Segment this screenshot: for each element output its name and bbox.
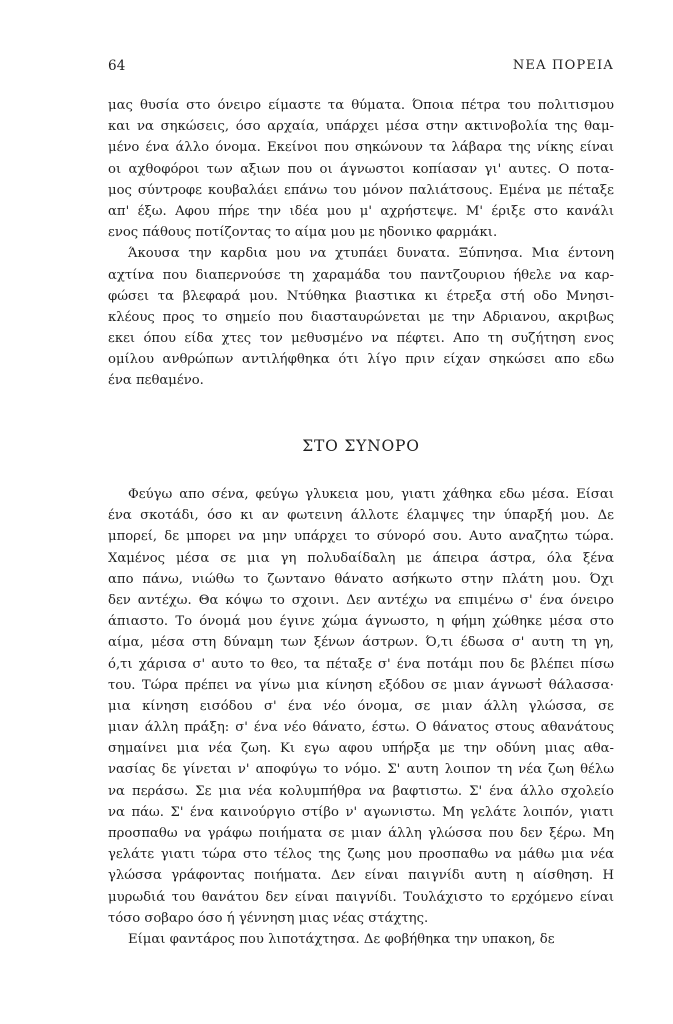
text-line: ένα πεθαμένο. xyxy=(108,373,204,389)
text-line: Άκουσα την καρδια μου να χτυπάει δυνατα. Ξύπνησα. Μια έντονη xyxy=(128,246,614,262)
text-line: προσπαθω να γράφω ποιήματα σε μιαν άλλη γλώσσα που δεν ξέρω. Μη xyxy=(108,826,614,841)
text-line: νασίας δε γίνεται ν' αποφύγω το νόμο. Σ' αυτη λοιπον τη νέα ζωη θέλω xyxy=(108,762,614,778)
text-line: και να σηκώσεις, όσο αρχαία, υπάρχει μέσα στην ακτινοβολία της θαμ- xyxy=(108,119,614,135)
text-line: Χαμένος μέσα σε μια γη πολυδαίδαλη με άπειρα άστρα, όλα ξένα xyxy=(108,550,614,566)
text-line: οι αχθοφόροι των αξιων που οι άγνωστοι κοπίασαν γι' αυτες. Ο ποτα- xyxy=(108,161,614,177)
text-line: φώσει τα βλεφαρά μου. Ντύθηκα βιαστικα κι έτρεξα στή οδο Μνησι- xyxy=(108,288,614,304)
text-line: άπιαστο. Το όνομά μου έγινε χώμα άγνωστο, η φήμη χώθηκε μέσα στο xyxy=(108,614,614,630)
text-line: ενος πάθους ποτίζοντας το αίμα μου με ηδονικο φαρμάκι. xyxy=(108,225,498,241)
text-line: ό,τι χάρισα σ' αυτο το θεο, τα πέταξε σ' ένα ποτάμι που δε βλέπει πίσω xyxy=(108,656,614,672)
text-line: ομίλου ανθρώπων αντιλήφθηκα ότι λίγο πριν είχαν σηκώσει απο εδω xyxy=(108,352,614,368)
text-line: απ' έξω. Αφου πήρε την ιδέα μου μ' αχρήστεψε. Μ' έριξε στο κανάλι xyxy=(108,203,614,219)
text-line: κλέους προς το σημείο που διασταυρώνεται με την Αδριανου, ακριβως xyxy=(108,309,614,325)
text-line: Είμαι φαντάρος που λιποτάχτησα. Δε φοβήθηκα την υπακοη, δε xyxy=(128,931,555,947)
text-line: ένα σκοτάδι, όσο κι αν φωτεινη άλλοτε έλαμψες την ύπαρξή μου. Δε xyxy=(108,508,614,524)
text-line: γελάτε γιατι τώρα στο τέλος της ζωης μου προσπαθω να μάθω μια νέα xyxy=(108,847,614,863)
text-line: τόσο σοβαρο όσο ή γέννηση μιας νέας στάχτης. xyxy=(108,910,429,926)
text-line: εκει όπου είδα χτες τον μεθυσμένο να πέφτει. Απο τη συζήτηση ενος xyxy=(108,331,614,347)
text-line: μια κίνηση εισόδου σ' ένα νέο όνομα, σε μιαν άλλη γλώσσα, σε xyxy=(108,698,614,714)
text-block-continuation xyxy=(108,95,614,392)
text-line: αίμα, μέσα στη δύναμη των ξένων άστρων. Ό,τι έδωσα σ' αυτη τη γη, xyxy=(108,635,614,651)
page-number: 64 xyxy=(108,58,126,74)
text-line: μος σύντροφε κουβαλάει επάνω του μόνον παλιάτσους. Εμένα με πέταξε xyxy=(108,182,614,198)
text-block-section xyxy=(108,484,614,950)
text-line: να περάσω. Σε μια νέα κολυμπήθρα να βαφτιστω. Σ' ένα άλλο σχολείο xyxy=(108,783,614,799)
paragraph xyxy=(108,484,614,929)
text-line: μας θυσία στο όνειρο είμαστε τα θύματα. Όποια πέτρα του πολιτισμου xyxy=(108,98,614,113)
text-line: σημαίνει μια νέα ζωη. Κι εγω αφου υπήρξα με την οδύνη μιας αθα- xyxy=(108,741,614,757)
text-line: μπορεί, δε μπορει να μην υπάρχει το σύνορό σου. Αυτο αναζητω τώρα. xyxy=(108,529,614,545)
text-line: αχτίνα που διαπερνούσε τη χαραμάδα του παντζουριου ήθελε να καρ- xyxy=(108,267,614,283)
text-line: Φεύγω απο σένα, φεύγω γλυκεια μου, γιατι χάθηκα εδω μέσα. Είσαι xyxy=(128,487,614,502)
paragraph xyxy=(108,243,614,391)
paragraph xyxy=(108,95,614,243)
text-line: μένο ένα άλλο όνομα. Εκείνοι που σηκώνουν τα λάβαρα της νίκης είναι xyxy=(108,140,614,156)
running-head-title: ΝΕΑ ΠΟΡΕΙΑ xyxy=(512,58,614,73)
running-head xyxy=(108,58,614,78)
text-line: μυρωδιά του θανάτου δεν είναι παιγνίδι. Τουλάχιστο το ερχόμενο είναι xyxy=(108,889,614,905)
section-title: ΣΤΟ ΣΥΝΟΡΟ xyxy=(302,437,420,455)
text-line: γλώσσα γράφοντας ποιήματα. Δεν είναι παιγνίδι αυτη η αίσθηση. Η xyxy=(108,868,614,884)
paragraph xyxy=(108,929,614,950)
text-line: απο πάνω, νιώθω το ζωντανο θάνατο ασήκωτο στην πλάτη μου. Όχι xyxy=(108,571,614,587)
text-line: του. Τώρα πρέπει να γίνω μια κίνηση εξόδου σε μιαν άγνωστ̓ θάλασσα· xyxy=(108,677,614,693)
text-line: δεν αντέχω. Θα κόψω το σχοινι. Δεν αντέχω να επιμένω σ' ένα όνειρο xyxy=(108,592,614,608)
text-line: μιαν άλλη πράξη: σ' ένα νέο θάνατο, έστω. Ο θάνατος στους αθανάτους xyxy=(108,720,614,736)
text-line: να πάω. Σ' ένα καινούργιο στίβο ν' αγωνιστω. Μη γελάτε λοιπόν, γιατι xyxy=(108,804,614,820)
